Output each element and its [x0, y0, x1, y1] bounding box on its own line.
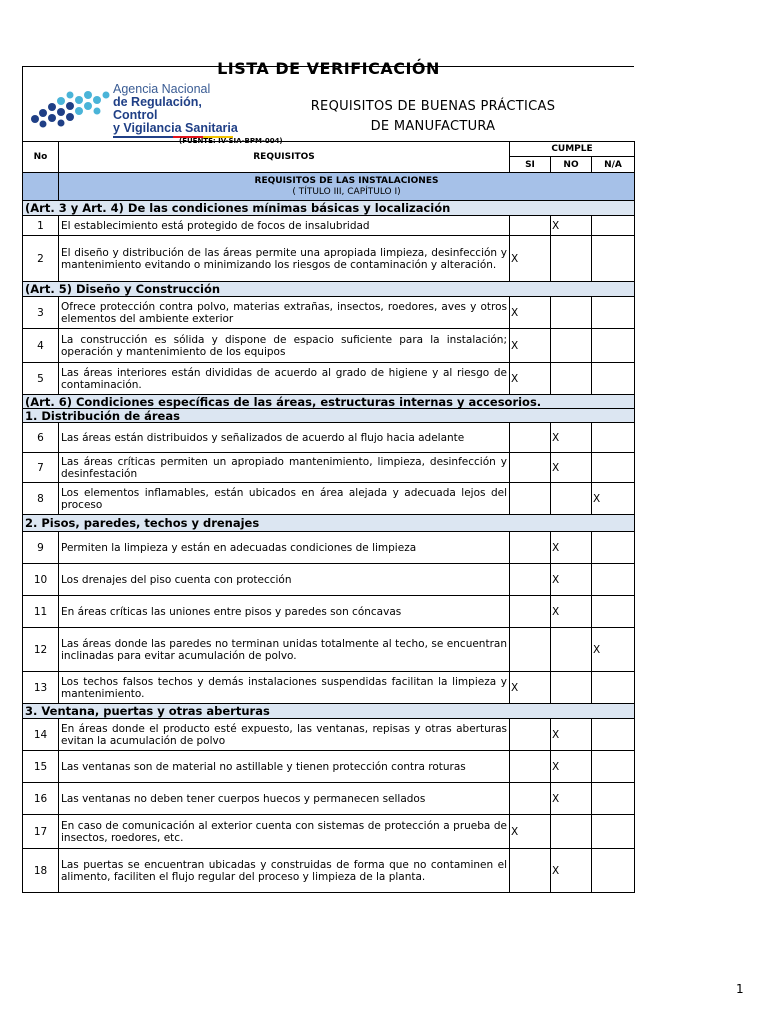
requirements-title-line-2: DE MANUFACTURA: [370, 119, 496, 134]
check-na[interactable]: X: [592, 628, 635, 672]
table-row: [23, 596, 635, 628]
requirement-text: Las áreas están distribuidos y señalizados de acuerdo al flujo hacia adelante: [59, 423, 510, 453]
check-si[interactable]: [510, 783, 551, 815]
check-na[interactable]: X: [592, 483, 635, 515]
row-number: 14: [23, 719, 59, 751]
check-no[interactable]: X: [551, 596, 592, 628]
check-no[interactable]: X: [551, 216, 592, 236]
section-title: 2. Pisos, paredes, techos y drenajes: [23, 515, 635, 532]
section-header: [23, 409, 635, 423]
table-row: [23, 236, 635, 282]
row-number: 13: [23, 672, 59, 704]
table-row: [23, 216, 635, 236]
table-row: [23, 297, 635, 329]
row-number: 18: [23, 849, 59, 893]
row-number: 5: [23, 363, 59, 395]
installations-band-subtitle: ( TÍTULO III, CAPÍTULO I): [292, 186, 401, 197]
section-title: (Art. 6) Condiciones específicas de las áreas, estructuras internas y accesorios.: [23, 395, 635, 409]
check-na[interactable]: [592, 423, 635, 453]
table-row: [23, 423, 635, 453]
check-si[interactable]: [510, 483, 551, 515]
requirement-text: En áreas críticas las uniones entre pisos y paredes son cóncavas: [59, 596, 510, 628]
installations-band: [59, 173, 635, 201]
check-na[interactable]: [592, 596, 635, 628]
row-number: 10: [23, 564, 59, 596]
check-si[interactable]: X: [510, 236, 551, 282]
check-na[interactable]: [592, 297, 635, 329]
row-number: 1: [23, 216, 59, 236]
agency-logo: [29, 82, 244, 135]
section-header: [23, 395, 635, 409]
check-na[interactable]: [592, 329, 635, 363]
section-header: [23, 282, 635, 297]
section-title: (Art. 5) Diseño y Construcción: [23, 282, 635, 297]
check-no[interactable]: [551, 628, 592, 672]
col-header-requisitos: REQUISITOS: [59, 142, 510, 173]
document-header: [22, 59, 634, 145]
section-title: (Art. 3 y Art. 4) De las condiciones mínimas básicas y localización: [23, 201, 635, 216]
check-no[interactable]: [551, 297, 592, 329]
check-na[interactable]: [592, 363, 635, 395]
check-si[interactable]: X: [510, 363, 551, 395]
table-row: [23, 628, 635, 672]
check-si[interactable]: [510, 532, 551, 564]
check-si[interactable]: [510, 596, 551, 628]
check-si[interactable]: [510, 564, 551, 596]
table-row: [23, 483, 635, 515]
check-na[interactable]: [592, 783, 635, 815]
checklist-sheet: [22, 59, 634, 893]
row-number: 9: [23, 532, 59, 564]
col-header-si: SI: [510, 157, 551, 173]
row-number: 16: [23, 783, 59, 815]
check-na[interactable]: [592, 216, 635, 236]
check-no[interactable]: [551, 483, 592, 515]
row-number: 2: [23, 236, 59, 282]
section-title: 3. Ventana, puertas y otras aberturas: [23, 704, 635, 719]
table-row: [23, 751, 635, 783]
section-header: [23, 704, 635, 719]
check-na[interactable]: [592, 564, 635, 596]
agency-line-3: y Vigilancia Sanitaria: [113, 121, 238, 135]
agency-line-1: Agencia Nacional: [113, 82, 211, 96]
requirement-text: El establecimiento está protegido de focos de insalubridad: [59, 216, 510, 236]
agency-line-2: de Regulación, Control: [113, 95, 202, 122]
table-row: [23, 849, 635, 893]
requirement-text: Las ventanas son de material no astillable y tienen protección contra roturas: [59, 751, 510, 783]
check-no[interactable]: X: [551, 532, 592, 564]
row-number: 6: [23, 423, 59, 453]
requirement-text: En caso de comunicación al exterior cuenta con sistemas de protección a prueba de insectos, roedores, etc.: [59, 815, 510, 849]
requirement-text: Las áreas donde las paredes no terminan unidas totalmente al techo, se encuentran inclinadas para evitar acumulación de polvo.: [59, 628, 510, 672]
check-no[interactable]: [551, 236, 592, 282]
row-number: 3: [23, 297, 59, 329]
check-si[interactable]: X: [510, 329, 551, 363]
table-row: [23, 783, 635, 815]
check-si[interactable]: [510, 216, 551, 236]
agency-name: [113, 83, 244, 138]
col-header-cumple: CUMPLE: [510, 142, 635, 157]
col-header-no: No: [23, 142, 59, 173]
check-si[interactable]: [510, 719, 551, 751]
check-na[interactable]: [592, 719, 635, 751]
requirement-text: La construcción es sólida y dispone de espacio suficiente para la instalación; operación y mantenimiento de los equipos: [59, 329, 510, 363]
check-no[interactable]: [551, 815, 592, 849]
check-na[interactable]: [592, 751, 635, 783]
check-na[interactable]: [592, 236, 635, 282]
requirements-title-line-1: REQUISITOS DE BUENAS PRÁCTICAS: [310, 99, 556, 114]
requirement-text: El diseño y distribución de las áreas permite una apropiada limpieza, desinfección y mantenimiento evitando o minimizando los riesgos de contaminación y alteración.: [59, 236, 510, 282]
requirement-text: Las áreas críticas permiten un apropiado mantenimiento, limpieza, desinfección y desinfestación: [59, 453, 510, 483]
row-number: 4: [23, 329, 59, 363]
installations-band-title: REQUISITOS DE LAS INSTALACIONES: [254, 175, 439, 186]
row-number: 17: [23, 815, 59, 849]
requirement-text: Permiten la limpieza y están en adecuadas condiciones de limpieza: [59, 532, 510, 564]
table-row: [23, 453, 635, 483]
row-number: 7: [23, 453, 59, 483]
table-row: [23, 532, 635, 564]
table-row: [23, 672, 635, 704]
requirement-text: Ofrece protección contra polvo, materias extrañas, insectos, roedores, aves y otros elementos del ambiente exterior: [59, 297, 510, 329]
check-no[interactable]: [551, 672, 592, 704]
source-reference: (FUENTE: IV-SIA-BPM-004): [179, 137, 283, 145]
table-row: [23, 329, 635, 363]
requirement-text: Los drenajes del piso cuenta con protección: [59, 564, 510, 596]
row-number: 11: [23, 596, 59, 628]
check-no[interactable]: X: [551, 564, 592, 596]
check-si[interactable]: [510, 423, 551, 453]
check-na[interactable]: [592, 453, 635, 483]
check-na[interactable]: [592, 815, 635, 849]
requirement-text: Los elementos inflamables, están ubicados en área alejada y adecuada lejos del proceso: [59, 483, 510, 515]
check-si[interactable]: [510, 751, 551, 783]
check-no[interactable]: [551, 363, 592, 395]
requirement-text: Los techos falsos techos y demás instalaciones suspendidas facilitan la limpieza y mantenimiento.: [59, 672, 510, 704]
logo-dots-icon: [29, 89, 111, 129]
check-no[interactable]: X: [551, 751, 592, 783]
col-header-no-option: NO: [551, 157, 592, 173]
check-si[interactable]: X: [510, 815, 551, 849]
row-number: 8: [23, 483, 59, 515]
table-row: [23, 815, 635, 849]
check-na[interactable]: [592, 532, 635, 564]
requirement-text: Las ventanas no deben tener cuerpos huecos y permanecen sellados: [59, 783, 510, 815]
check-no[interactable]: [551, 329, 592, 363]
requirement-text: Las puertas se encuentran ubicadas y construidas de forma que no contaminen el alimento, faciliten el flujo regular del proceso y limpieza de la planta.: [59, 849, 510, 893]
check-na[interactable]: [592, 672, 635, 704]
check-no[interactable]: X: [551, 423, 592, 453]
check-si[interactable]: [510, 453, 551, 483]
check-no[interactable]: X: [551, 719, 592, 751]
check-si[interactable]: X: [510, 672, 551, 704]
section-title: 1. Distribución de áreas: [23, 409, 635, 423]
table-row: [23, 719, 635, 751]
requirements-title: [263, 97, 603, 137]
check-si[interactable]: [510, 849, 551, 893]
check-si[interactable]: X: [510, 297, 551, 329]
requirement-text: En áreas donde el producto esté expuesto, las ventanas, repisas y otras aberturas evitan la acumulación de polvo: [59, 719, 510, 751]
table-row: [23, 564, 635, 596]
check-na[interactable]: [592, 849, 635, 893]
document-title: LISTA DE VERIFICACIÓN: [217, 59, 440, 78]
check-no[interactable]: X: [551, 783, 592, 815]
col-header-na: N/A: [592, 157, 635, 173]
table-row: [23, 363, 635, 395]
page-number: 1: [736, 982, 744, 996]
section-header: [23, 515, 635, 532]
section-header: [23, 201, 635, 216]
check-si[interactable]: [510, 628, 551, 672]
checklist-table: [22, 141, 635, 893]
band-spacer: [23, 173, 59, 201]
row-number: 15: [23, 751, 59, 783]
check-no[interactable]: X: [551, 849, 592, 893]
row-number: 12: [23, 628, 59, 672]
requirement-text: Las áreas interiores están divididas de acuerdo al grado de higiene y al riesgo de contaminación.: [59, 363, 510, 395]
check-no[interactable]: X: [551, 453, 592, 483]
